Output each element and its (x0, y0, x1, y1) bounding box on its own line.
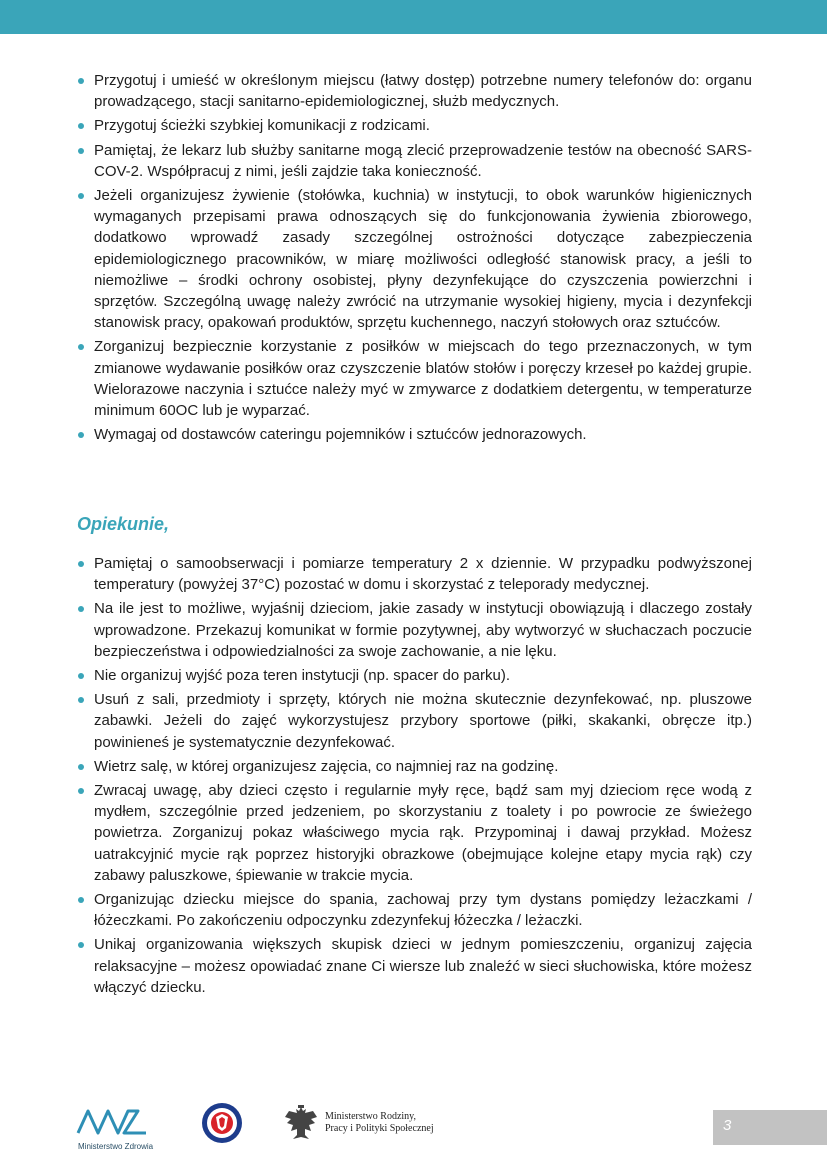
bullet-dot-icon (78, 193, 84, 199)
list-item (76, 424, 752, 445)
list-item-text: Przygotuj ścieżki szybkiej komunikacji z rodzicami. (94, 117, 430, 135)
list-item-text: Wymagaj od dostawców cateringu pojemników i sztućców jednorazowych. (94, 426, 587, 444)
list-item (76, 689, 752, 753)
guidelines-list-caregiver (76, 553, 752, 1001)
bullet-dot-icon (78, 788, 84, 794)
list-item-text: Organizując dziecku miejsce do spania, zachowaj przy tym dystans pomiędzy leżaczkami / łóżeczkami. Po zakończeniu odpoczynku zdezynfekuj łóżeczka / leżaczki. (94, 891, 752, 930)
list-item-text: Usuń z sali, przedmioty i sprzęty, których nie można skutecznie dezynfekować, np. pluszowe zabawki. Jeżeli do zajęć wykorzystujesz przybory sportowe (piłki, skakanki, obręcze itp.) powinieneś je systematycznie dezynfekować. (94, 691, 752, 751)
section-heading-caregiver: Opiekunie, (77, 514, 170, 534)
top-color-band (0, 0, 827, 34)
list-item (76, 336, 752, 421)
list-item (76, 70, 752, 112)
bullet-dot-icon (78, 148, 84, 154)
family-ministry-line-2: Pracy i Polityki Społecznej (325, 1123, 434, 1134)
list-item-text: Unikaj organizowania większych skupisk dzieci w jednym pomieszczeniu, organizuj zajęcia relaksacyjne – możesz opowiadać znane Ci wiersze lub znaleźć w sieci słuchowiska, które możesz włączyć dziecku. (94, 936, 752, 996)
list-item-text: Pamiętaj, że lekarz lub służby sanitarne mogą zlecić przeprowadzenie testów na obecność SARS-COV-2. Współpracuj z nimi, jeśli zajdzie taka konieczność. (94, 141, 752, 180)
guidelines-list-institution (76, 70, 752, 448)
family-ministry-line-1: Ministerstwo Rodziny, (325, 1111, 417, 1122)
ministry-of-health-label: Ministerstwo Zdrowia (78, 1142, 154, 1151)
footer-logos (0, 1095, 827, 1170)
list-item-text: Jeżeli organizujesz żywienie (stołówka, kuchnia) w instytucji, to obok warunków higienicznych wymaganych przepisami prawa odnoszących się do funkcjonowania żywienia zbiorowego, dodatkowo wprowadź zasady szczególnej ostrożności dotyczące zabezpieczenia epidemiologicznego pracowników, w miarę możliwości odległość stanowisk pracy, a jeśli to niemożliwe – środki ochrony osobistej, płyny dezynfekujące do czyszczenia powierzchni i sprzętów. Szczególną uwagę należy zwrócić na utrzymanie wysokiej higieny, mycia i dezynfekcji stanowisk pracy, opakowań produktów, sprzętu kuchennego, naczyń stołowych oraz sztućców. (94, 187, 752, 332)
page-number: 3 (723, 1117, 732, 1134)
list-item-text: Na ile jest to możliwe, wyjaśnij dzieciom, jakie zasady w instytucji obowiązują i dlaczego zostały wprowadzone. Przekazuj komunikat w formie pozytywnej, aby wytworzyć w słuchaczach poczucie bezpieczeństwa i odpowiedzialności za swoje zachowanie, a nie lęku. (94, 600, 752, 660)
list-item-text: Wietrz salę, w której organizujesz zajęcia, co najmniej raz na godzinę. (94, 757, 559, 775)
list-item (76, 140, 752, 182)
list-item-text: Zwracaj uwagę, aby dzieci często i regularnie myły ręce, bądź sam myj dzieciom ręce wodą z mydłem, szczególnie przed jedzeniem, po skorzystaniu z toalety i po powrocie ze świeżego powietrza. Zorganizuj pokaz właściwego mycia rąk. Przypominaj i dawaj przykład. Możesz uatrakcyjnić mycie rąk poprzez historyjki obrazkowe (obejmujące kolejne etapy mycia rąk) czy zabawy paluszkowe, śpiewanie w trakcie mycia. (94, 782, 752, 884)
list-item-text: Zorganizuj bezpiecznie korzystanie z posiłków w miejscach do tego przeznaczonych, w tym zmianowe wydawanie posiłków oraz czyszczenie blatów stołów i poręczy krzeseł po każdej grupie. Wielorazowe naczynia i sztućce należy myć w zmywarce z dodatkiem detergentu, w temperaturze minimum 60OC lub je wyparzać. (94, 338, 752, 420)
list-item (76, 934, 752, 998)
list-item (76, 185, 752, 333)
list-item (76, 665, 752, 686)
list-item (76, 598, 752, 662)
bullet-dot-icon (78, 673, 84, 679)
list-item-text: Przygotuj i umieść w określonym miejscu (łatwy dostęp) potrzebne numery telefonów do: organu prowadzącego, stacji sanitarno-epidemiologicznej, służb medycznych. (94, 72, 752, 111)
bullet-dot-icon (78, 697, 84, 703)
bullet-dot-icon (78, 942, 84, 948)
family-ministry-name (325, 1111, 434, 1135)
bullet-dot-icon (78, 764, 84, 770)
list-item (76, 780, 752, 886)
list-item (76, 756, 752, 777)
list-item (76, 889, 752, 931)
polish-eagle-emblem-icon (283, 1103, 319, 1145)
sanitary-inspection-logo-icon (201, 1102, 243, 1144)
bullet-dot-icon (78, 897, 84, 903)
bullet-dot-icon (78, 344, 84, 350)
bullet-dot-icon (78, 123, 84, 129)
bullet-dot-icon (78, 561, 84, 567)
list-item-text: Nie organizuj wyjść poza teren instytucji (np. spacer do parku). (94, 667, 511, 685)
ministry-of-health-logo-icon (76, 1103, 156, 1139)
bullet-dot-icon (78, 78, 84, 84)
list-item (76, 553, 752, 595)
list-item (76, 115, 752, 136)
bullet-dot-icon (78, 432, 84, 438)
bullet-dot-icon (78, 606, 84, 612)
page-number-box (713, 1110, 827, 1145)
list-item-text: Pamiętaj o samoobserwacji i pomiarze temperatury 2 x dziennie. W przypadku podwyższonej temperatury (powyżej 37°C) pozostać w domu i skorzystać z teleporady medycznej. (94, 555, 752, 594)
